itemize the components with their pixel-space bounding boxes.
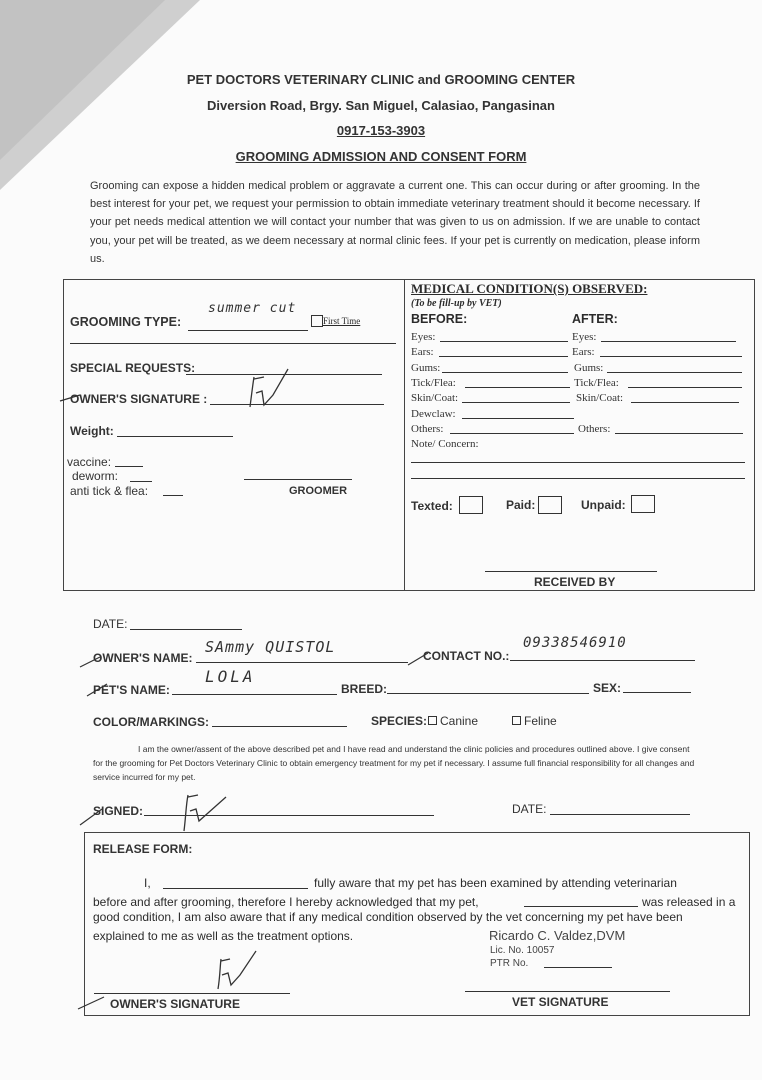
release-text-1: fully aware that my pet has been examined by attending veterinarian (314, 876, 677, 890)
vet-ptr: PTR No. (490, 958, 529, 969)
species-feline[interactable] (512, 714, 557, 728)
date-label: DATE: (93, 617, 128, 631)
unpaid-label: Unpaid: (581, 498, 626, 512)
note-line-1[interactable] (411, 462, 745, 463)
form-title: GROOMING ADMISSION AND CONSENT FORM (235, 149, 527, 164)
breed-label: BREED: (341, 682, 388, 696)
before-eyes-field[interactable] (440, 341, 568, 342)
after-others-label: Others: (578, 423, 611, 435)
after-ears-label: Ears: (572, 346, 595, 358)
pet-name-value[interactable]: LOLA (205, 667, 256, 686)
species-canine[interactable] (428, 714, 478, 728)
grooming-type-label: GROOMING TYPE: (70, 315, 182, 329)
medical-subtitle: (To be fill-up by VET) (411, 298, 502, 309)
groomer-label: GROOMER (289, 485, 348, 497)
before-ears-label: Ears: (411, 346, 434, 358)
before-tickflea-field[interactable] (465, 387, 570, 388)
after-gums-label: Gums: (574, 362, 604, 374)
owner-name-label: OWNER'S NAME: (93, 651, 193, 665)
paid-checkbox[interactable] (538, 496, 562, 514)
intro-paragraph: Grooming can expose a hidden medical problem or aggravate a current one. This can occur during or after grooming. In the best interest for your pet, we request your permission to obtain immediate veterinary treatment should it become necessary. If your pet needs medical attention we will contact your number that was given to us on admission. If we are unable to contact you, your pet will be treated, as we deem necessary at normal clinic fees. If your pet is currently on medication, please inform us. (90, 180, 700, 265)
after-others-field[interactable] (615, 433, 743, 434)
after-tickflea-label: Tick/Flea: (574, 377, 619, 389)
clinic-address: Diversion Road, Brgy. San Miguel, Calasiao, Pangasinan (207, 98, 555, 113)
release-i: I, (144, 876, 151, 890)
special-requests-label: SPECIAL REQUESTS: (70, 361, 196, 375)
groomer-field[interactable] (244, 479, 352, 480)
consent-text: I am the owner/assent of the above described pet and I have read and understand the clinic policies and procedures outlined above. I give consent for the grooming for Pet Doctors Veterinary Clinic to obtain emergency treatment for my pet if necessary. I assume full financial responsibility for all changes and service incurred for my pet. (93, 744, 695, 782)
release-pet-field[interactable] (524, 906, 638, 907)
signed-label: SIGNED: (93, 804, 144, 818)
pet-name-label: PET'S NAME: (93, 683, 170, 697)
deworm-field[interactable] (130, 481, 152, 482)
received-by-field[interactable] (485, 571, 657, 572)
contact-field[interactable] (510, 660, 695, 661)
owner-signature-mark (58, 365, 298, 415)
release-owner-signature-field[interactable] (94, 993, 290, 994)
grooming-type-field[interactable] (188, 330, 308, 331)
grooming-type-value[interactable]: summer cut (208, 301, 297, 316)
before-ears-field[interactable] (439, 356, 568, 357)
texted-checkbox[interactable] (459, 496, 483, 514)
unpaid-checkbox[interactable] (631, 495, 655, 513)
before-dewclaw-label: Dewclaw: (411, 408, 456, 420)
before-heading: BEFORE: (411, 312, 468, 326)
note-line-2[interactable] (411, 478, 745, 479)
species-label: SPECIES: (371, 714, 428, 728)
after-skincoat-label: Skin/Coat: (576, 392, 624, 404)
release-title: RELEASE FORM: (93, 842, 193, 856)
owner-name-value[interactable]: SAmmy QUISTOL (205, 638, 336, 656)
before-skincoat-label: Skin/Coat: (411, 392, 459, 404)
pet-strike-mark (85, 680, 115, 700)
release-text-2: before and after grooming, therefore I hereby acknowledged that my pet, (93, 895, 479, 909)
color-field[interactable] (212, 726, 347, 727)
sex-label: SEX: (593, 681, 622, 695)
vet-signature-label: VET SIGNATURE (512, 995, 609, 1009)
release-name-field[interactable] (163, 888, 308, 889)
texted-label: Texted: (411, 499, 453, 513)
before-others-label: Others: (411, 423, 444, 435)
anti-tick-field[interactable] (163, 495, 183, 496)
vet-signature-field[interactable] (465, 991, 670, 992)
contact-label: CONTACT NO.: (423, 649, 510, 663)
contact-value[interactable]: 09338546910 (523, 635, 627, 651)
after-ears-field[interactable] (600, 356, 742, 357)
note-concern-label: Note/ Concern: (411, 438, 479, 450)
before-gums-label: Gums: (411, 362, 441, 374)
release-text-3: was released in a (642, 895, 736, 909)
clinic-name: PET DOCTORS VETERINARY CLINIC and GROOMING CENTER (186, 72, 576, 87)
release-owner-signature-label: OWNER'S SIGNATURE (110, 997, 240, 1011)
feline-checkbox[interactable] (512, 716, 521, 725)
anti-tick-label: anti tick & flea: (70, 484, 149, 498)
owner-signature-label: OWNER'S SIGNATURE : (70, 392, 208, 406)
before-skincoat-field[interactable] (462, 402, 570, 403)
before-dewclaw-field[interactable] (462, 418, 574, 419)
strike-marks (78, 645, 438, 675)
canine-checkbox[interactable] (428, 716, 437, 725)
medical-title: MEDICAL CONDITION(S) OBSERVED: (411, 281, 648, 296)
weight-label: Weight: (70, 424, 114, 438)
grooming-extra-line[interactable] (70, 343, 396, 344)
deworm-label: deworm: (72, 469, 119, 483)
after-heading: AFTER: (572, 312, 618, 326)
feline-label: Feline (524, 714, 557, 728)
after-eyes-label: Eyes: (572, 331, 597, 343)
first-time-checkbox[interactable] (311, 315, 323, 327)
first-time-label: First Time (323, 316, 361, 326)
after-skincoat-field[interactable] (631, 402, 739, 403)
after-eyes-field[interactable] (601, 341, 736, 342)
release-text-4: good condition, I am also aware that if any medical condition observed by the vet concerning my pet have been (93, 910, 683, 924)
before-eyes-label: Eyes: (411, 331, 436, 343)
signed-signature-mark (78, 785, 248, 835)
release-text-5: explained to me as well as the treatment options. (93, 929, 354, 943)
date-field[interactable] (130, 629, 242, 630)
panel-divider (404, 280, 405, 590)
weight-field[interactable] (117, 436, 233, 437)
after-gums-field[interactable] (607, 372, 742, 373)
pet-name-field[interactable] (172, 694, 337, 695)
canine-label: Canine (440, 714, 479, 728)
date2-field[interactable] (550, 814, 690, 815)
clinic-phone: 0917-153-3903 (336, 123, 426, 138)
vet-license: Lic. No. 10057 (490, 945, 555, 956)
vet-name: Ricardo C. Valdez,DVM (489, 928, 626, 943)
paid-label: Paid: (506, 498, 536, 512)
date2-label: DATE: (512, 802, 547, 816)
before-others-field[interactable] (450, 433, 574, 434)
before-tickflea-label: Tick/Flea: (411, 377, 456, 389)
vet-ptr-field[interactable] (544, 967, 612, 968)
after-tickflea-field[interactable] (628, 387, 742, 388)
vaccine-field[interactable] (115, 466, 143, 467)
vaccine-label: vaccine: (67, 455, 112, 469)
sex-field[interactable] (623, 692, 691, 693)
breed-field[interactable] (387, 693, 589, 694)
before-gums-field[interactable] (442, 372, 568, 373)
color-label: COLOR/MARKINGS: (93, 715, 209, 729)
received-by-label: RECEIVED BY (534, 575, 616, 589)
